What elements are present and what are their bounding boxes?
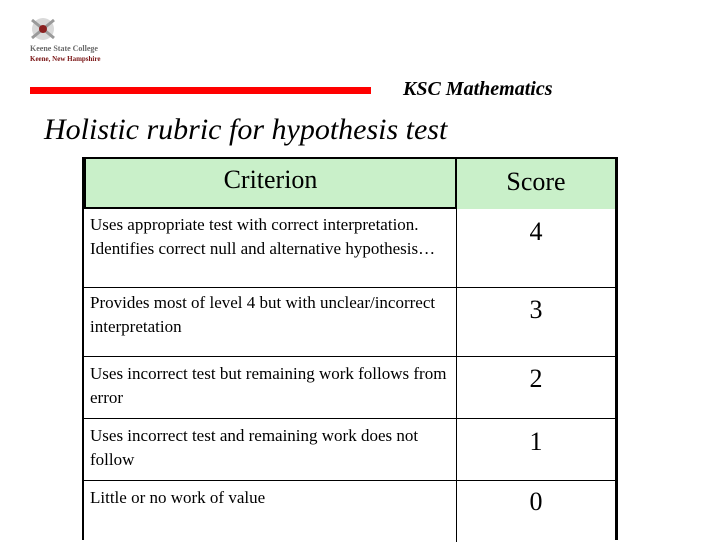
page-title: Holistic rubric for hypothesis test <box>44 113 448 146</box>
table-header <box>84 159 615 209</box>
criterion-column-header: Criterion <box>84 159 457 209</box>
criterion-cell-level-2: Uses incorrect test but remaining work follows from error <box>90 364 447 407</box>
row-divider <box>84 480 615 481</box>
score-column-header: Score <box>506 167 566 196</box>
college-seal-icon <box>28 16 58 44</box>
criterion-cell-level-1: Uses incorrect test and remaining work does not follow <box>90 426 419 469</box>
row-divider <box>84 418 615 419</box>
score-cell-level-2: 2 <box>529 364 543 393</box>
logo-location: Keene, New Hampshire <box>30 55 101 63</box>
college-logo <box>28 16 118 66</box>
criterion-cell-level-3: Provides most of level 4 but with unclear/incorrect interpretation <box>90 293 436 336</box>
red-accent-bar <box>30 87 371 94</box>
criterion-cell-level-4: Uses appropriate test with correct interpretation. Identifies correct null and alternative hypothesis… <box>90 215 436 258</box>
department-label: KSC Mathematics <box>403 78 553 100</box>
rubric-table <box>82 157 618 540</box>
criterion-cell-level-0: Little or no work of value <box>90 488 266 507</box>
score-cell-level-1: 1 <box>529 427 543 456</box>
logo-college-name: Keene State College <box>30 44 98 53</box>
row-divider <box>84 287 615 288</box>
score-cell-level-0: 0 <box>529 487 543 516</box>
score-cell-level-3: 3 <box>529 295 543 324</box>
row-divider <box>84 356 615 357</box>
score-cell-level-4: 4 <box>529 217 543 246</box>
